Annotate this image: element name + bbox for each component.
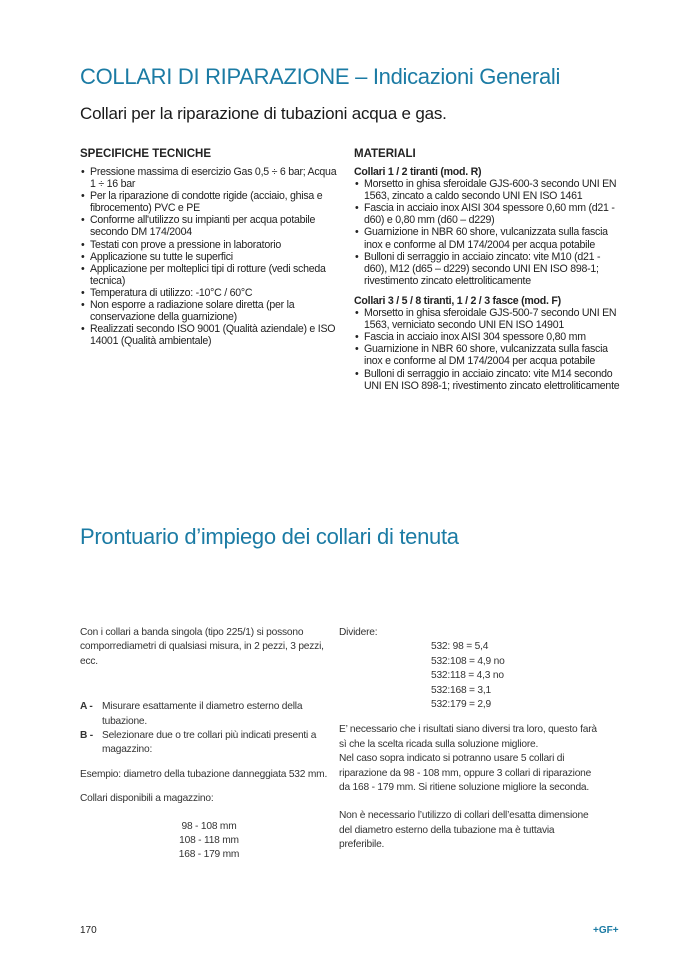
step-label: B -	[80, 730, 93, 742]
size-item: 168 - 179 mm	[178, 849, 240, 861]
materials-group-title: Collari 3 / 5 / 8 tiranti, 1 / 2 / 3 fasce (mod. F)	[354, 294, 561, 307]
division-item: 532:179 = 2,9	[431, 699, 491, 711]
list-item: • Guarnizione in NBR 60 shore, vulcanizzata sulla fascia inox e conforme al DM 174/2004 per acqua potabile	[354, 343, 620, 367]
list-item: • Pressione massima di esercizio Gas 0,5 ÷ 6 bar; Acqua 1 ÷ 16 bar	[80, 166, 338, 190]
list-item: • Testati con prove a pressione in laboratorio	[80, 239, 338, 251]
intro-text: Con i collari a banda singola (tipo 225/1) si possono comporrediametri di qualsiasi misura, in 2 pezzi, 3 pezzi, ecc.	[80, 627, 324, 667]
list-item: • Applicazione per molteplici tipi di rotture (vedi scheda tecnica)	[80, 263, 338, 287]
page-subtitle: Collari per la riparazione di tubazioni acqua e gas.	[80, 104, 447, 123]
step-label: A -	[80, 701, 93, 713]
size-item: 98 - 108 mm	[181, 820, 237, 832]
division-item: 532:168 = 3,1	[431, 684, 491, 696]
division-item: 532: 98 = 5,4	[431, 641, 489, 653]
size-item: 108 - 118 mm	[179, 835, 239, 847]
right-column	[339, 626, 601, 853]
list-item: • Guarnizione in NBR 60 shore, vulcanizzata sulla fascia inox e conforme al DM 174/2004 per acqua potabile	[354, 226, 620, 250]
list-item: • Conforme all'utilizzo su impianti per acqua potabile secondo DM 174/2004	[80, 214, 338, 238]
list-item: • Fascia in acciaio inox AISI 304 spessore 0,60 mm (d21 - d60) e 0,80 mm (d60 – d229)	[354, 202, 620, 226]
division-item: 532:108 = 4,9 no	[431, 655, 505, 667]
materials-list	[354, 307, 620, 392]
specs-heading: SPECIFICHE TECNICHE	[80, 148, 211, 160]
divisions-list	[339, 640, 601, 712]
page-number: 170	[80, 925, 97, 936]
paragraph: Non è necessario l’utilizzo di collari dell’esatta dimensione del diametro esterno della tubazione ma è tuttavia preferibile.	[339, 810, 589, 851]
left-column	[80, 626, 330, 863]
gf-logo: +GF+	[593, 925, 619, 936]
available-text: Collari disponibili a magazzino:	[80, 793, 214, 805]
list-item: • Fascia in acciaio inox AISI 304 spessore 0,80 mm	[354, 331, 620, 343]
list-item: • Per la riparazione di condotte rigide (acciaio, ghisa e fibrocemento) PVC e PE	[80, 190, 338, 214]
materials-list	[354, 178, 620, 287]
list-item: • Realizzati secondo ISO 9001 (Qualità aziendale) e ISO 14001 (Qualità ambientale)	[80, 323, 338, 347]
section-title: Prontuario d’impiego dei collari di tenuta	[80, 524, 459, 549]
list-item: • Non esporre a radiazione solare diretta (per la conservazione della guarnizione)	[80, 299, 338, 323]
step-text: Selezionare due o tre collari più indicati presenti a magazzino:	[102, 730, 317, 756]
list-item: • Bulloni di serraggio in acciaio zincato: vite M14 secondo UNI EN ISO 898-1; rivestimento zincato elettroliticamente	[354, 368, 620, 392]
specs-section	[80, 148, 338, 347]
page-title: COLLARI DI RIPARAZIONE – Indicazioni Generali	[80, 64, 561, 89]
specs-list	[80, 166, 338, 347]
list-item: • Morsetto in ghisa sferoidale GJS-600-3 secondo UNI EN 1563, zincato a caldo secondo UNI EN ISO 1461	[354, 178, 620, 202]
sizes-list	[80, 820, 330, 863]
list-item: • Bulloni di serraggio in acciaio zincato: vite M10 (d21 - d60), M12 (d65 – d229) secondo UNI EN ISO 898-1; rivestimento zincato elettroliticamente	[354, 251, 620, 287]
list-item: • Morsetto in ghisa sferoidale GJS-500-7 secondo UNI EN 1563, verniciato secondo UNI EN ISO 14901	[354, 307, 620, 331]
materials-heading: MATERIALI	[354, 148, 416, 160]
example-text: Esempio: diametro della tubazione danneggiata 532 mm.	[80, 768, 328, 780]
divide-label: Dividere:	[339, 627, 378, 638]
step-a	[80, 700, 330, 729]
materials-section	[354, 148, 620, 392]
materials-group-title: Collari 1 / 2 tiranti (mod. R)	[354, 166, 482, 178]
step-text: Misurare esattamente il diametro esterno della tubazione.	[102, 701, 303, 727]
step-b	[80, 729, 330, 758]
list-item: • Temperatura di utilizzo: -10°C / 60°C	[80, 287, 338, 299]
list-item: • Applicazione su tutte le superfici	[80, 251, 338, 263]
division-item: 532:118 = 4,3 no	[431, 670, 504, 682]
paragraph: Nel caso sopra indicato si potranno usare 5 collari di riparazione da 98 - 108 mm, oppure 3 collari di riparazione da 168 - 179 mm. Si ritiene soluzione migliore la seconda.	[339, 753, 592, 794]
paragraph: E’ necessario che i risultati siano diversi tra loro, questo farà sì che la scelta ricada sulla soluzione migliore.	[339, 724, 597, 750]
